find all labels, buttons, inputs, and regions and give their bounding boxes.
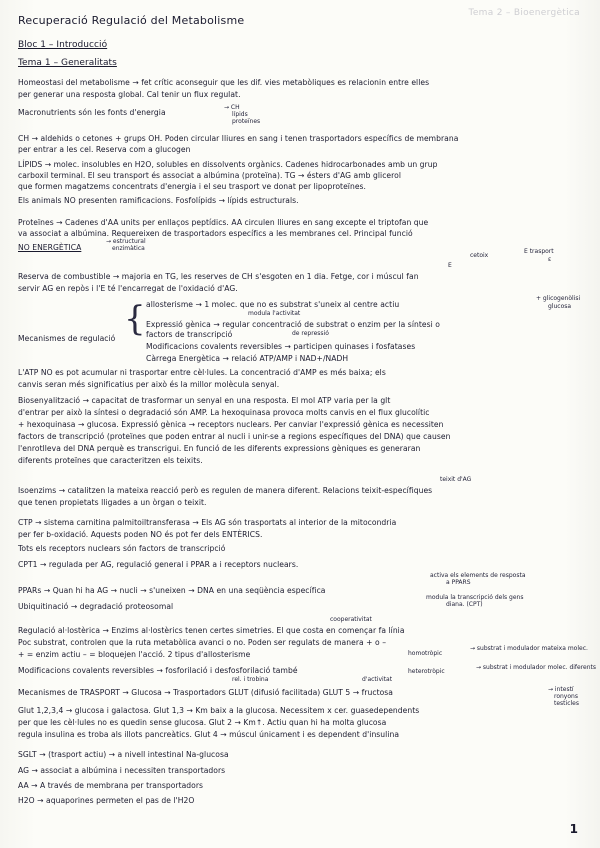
text-line: factors de transcripció (proteïnes que poden entrar al nucli i unir-se a regions específiques del DNA) que causen (18, 432, 451, 441)
margin-note: lípids (232, 111, 248, 118)
text-line: Mecanismes de regulació (18, 334, 116, 343)
text-line: d'entrar per això la síntesi o degradació són AMP. La hexoquinasa provoca molts canvis en el flux glucolític (18, 408, 430, 417)
margin-note: → estructural (106, 238, 146, 245)
margin-note: E (448, 262, 452, 269)
text-line: servir AG en repòs i l'E té l'encarregat de l'oxidació d'AG. (18, 284, 238, 293)
text-line: + = enzim actiu – = bloquejen l'acció. 2 tipus d'allosterisme (18, 650, 251, 659)
text-line: PPARs → Quan hi ha AG → nucli → s'uneixen → DNA en una seqüència específica (18, 586, 326, 595)
margin-note: proteïnes (232, 118, 261, 125)
margin-note: → substrat i modulador mateixa molec. (470, 645, 588, 652)
text-line: per fer b-oxidació. Aquests poden NO és pot fer dels ENTÈRICS. (18, 530, 263, 539)
text-line: Homeostasi del metabolisme → fet crític aconseguir que les dif. vies metabòliques es relacionin entre elles (18, 78, 430, 87)
text-line: AA → A través de membrana per transportadors (18, 781, 204, 790)
text-line: Ubiquitinació → degradació proteosomal (18, 602, 174, 611)
margin-note: cooperativitat (330, 616, 372, 623)
text-line: va associat a albúmina. Requereixen de trasportadors específics a les membranes cel. Principal funció (18, 229, 413, 238)
text-line: Proteïnes → Cadenes d'AA units per enllaços peptídics. AA circulen lliures en sang excepte el triptofan que (18, 218, 429, 227)
bleed-through-header: Tema 2 – Bioenergètica (468, 8, 580, 18)
margin-note: heterotròpic (408, 668, 445, 675)
text-line: que tenen propietats lligades a un òrgan o teixit. (18, 498, 207, 507)
text-line: diferents proteïnes que caracteritzen els teixits. (18, 456, 203, 465)
margin-note: homotròpic (408, 650, 443, 657)
margin-note: + glicogenòlisi (536, 295, 581, 302)
text-line: L'ATP NO es pot acumular ni trasportar entre cèl·lules. La concentració d'AMP es més baixa; els (18, 368, 386, 377)
text-line: + hexoquinasa → glucosa. Expressió gènica → receptors nuclears. Per canviar l'expressió gènica es necessiten (18, 420, 444, 429)
margin-note: modula l'activitat (248, 310, 301, 317)
text-line: Reserva de combustible → majoria en TG, les reserves de CH s'esgoten en 1 dia. Fetge, cor i múscul fan (18, 272, 419, 281)
margin-note: E trasport (524, 248, 554, 255)
text-line: regula insulina es troba als illots pancreàtics. Glut 4 → múscul únicament i es dependent d'insulina (18, 730, 400, 739)
text-line: l'enrotlleva del DNA perquè es transcrigui. En funció de les diferents expressions gèniques es generaran (18, 444, 421, 453)
text-line: CPT1 → regulada per AG, regulació general i PPAR a i receptors nuclears. (18, 560, 299, 569)
margin-note: → substrat i modulador molec. diferents (476, 664, 597, 671)
text-line: Tots els receptors nuclears són factors de transcripció (18, 544, 226, 553)
text-line: per que les cèl·lules no es quedin sense glucosa. Glut 2 → Km↑. Actiu quan hi ha molta glucosa (18, 718, 387, 727)
text-line: H2O → aquaporines permeten el pas de l'H2O (18, 796, 195, 805)
margin-note: diana. (CPT) (446, 601, 483, 608)
text-line: que formen magatzems concentrats d'energia i el seu trasport ve donat per lipoproteïnes. (18, 182, 367, 191)
text-line: Els animals NO presenten ramificacions. Fosfolípids → lípids estructurals. (18, 196, 299, 205)
margin-note: teixit d'AG (440, 476, 472, 483)
text-line: per entrar a les cel. Reserva com a glucogen (18, 145, 191, 154)
brace-bracket: { (124, 299, 146, 339)
margin-note: ronyons (554, 693, 578, 700)
text-line: Càrrega Energètica → relació ATP/AMP i NAD+/NADH (146, 354, 349, 363)
margin-note: testicles (554, 700, 579, 707)
text-line: Poc substrat, controlen que la ruta metabòlica avanci o no. Poden ser regulats de manera + o – (18, 638, 387, 647)
margin-note: → intestí (548, 686, 574, 693)
text-line: allosterisme → 1 molec. que no es substrat s'uneix al centre actiu (146, 300, 400, 309)
margin-note: modula la transcripció dels gens (426, 594, 524, 601)
margin-note: a PPARS (446, 579, 471, 586)
text-line: Isoenzims → catalitzen la mateixa reacció però es regulen de manera diferent. Relacions teixit-específiques (18, 486, 433, 495)
text-line: Expressió gènica → regular concentració de substrat o enzim per la síntesi o (146, 320, 440, 329)
text-line: AG → associat a albúmina i necessiten transportadors (18, 766, 226, 775)
text-line: per generar una resposta global. Cal tenir un flux regulat. (18, 90, 241, 99)
page-title: Recuperació Regulació del Metabolisme (18, 14, 245, 27)
margin-note: rel. i trobina (232, 676, 269, 683)
text-line: Modificacions covalents reversibles → participen quinases i fosfatases (146, 342, 416, 351)
text-line: SGLT → (trasport actiu) → a nivell intestinal Na-glucosa (18, 750, 229, 759)
page-number: 1 (569, 822, 578, 836)
emphasis-text: NO ENERGÈTICA (18, 243, 82, 252)
text-line: Glut 1,2,3,4 → glucosa i galactosa. Glut 1,3 → Km baix a la glucosa. Necessitem x cer. guasedependents (18, 706, 420, 715)
text-line: Mecanismes de TRASPORT → Glucosa → Trasportadors GLUT (difusió facilitada) GLUT 5 → fructosa (18, 688, 394, 697)
margin-note: activa els elements de resposta (430, 572, 526, 579)
text-line: canvis seran més significatius per això és la millor molècula senyal. (18, 380, 280, 389)
margin-note: de repressió (292, 330, 329, 337)
text-line: CH → aldehids o cetones + grups OH. Poden circular lliures en sang i tenen trasportadors específics de membrana (18, 134, 459, 143)
text-line: factors de transcripció (146, 330, 233, 339)
topic-heading: Tema 1 – Generalitats (18, 58, 117, 68)
margin-note: glucosa (548, 303, 572, 310)
text-line: CTP → sistema carnitina palmitoiltransferasa → Els AG són trasportats al interior de la mitocondria (18, 518, 397, 527)
text-line: Modificacions covalents reversibles → fosforilació i desfosforilació també (18, 666, 298, 675)
block-heading: Bloc 1 – Introducció (18, 40, 108, 50)
margin-note: ε (548, 256, 552, 263)
margin-note: cetoix (470, 252, 489, 259)
text-line: LÍPIDS → molec. insolubles en H2O, solubles en dissolvents orgànics. Cadenes hidrocarbonades amb un grup (18, 160, 438, 169)
text-line: carboxil terminal. El seu transport és associat a albúmina (proteïna). TG → ésters d'AG amb glicerol (18, 171, 402, 180)
text-line: Biosenyalització → capacitat de trasformar un senyal en una resposta. El mol ATP varia per la glt (18, 396, 391, 405)
text-line: Macronutrients són les fonts d'energia (18, 108, 166, 117)
margin-note: enzimàtica (112, 245, 145, 252)
margin-note: d'activitat (362, 676, 393, 683)
text-line: Regulació al·lostèrica → Enzims al·lostèrics tenen certes simetries. El que costa en començar fa línia (18, 626, 405, 635)
margin-note: → CH (224, 104, 240, 111)
